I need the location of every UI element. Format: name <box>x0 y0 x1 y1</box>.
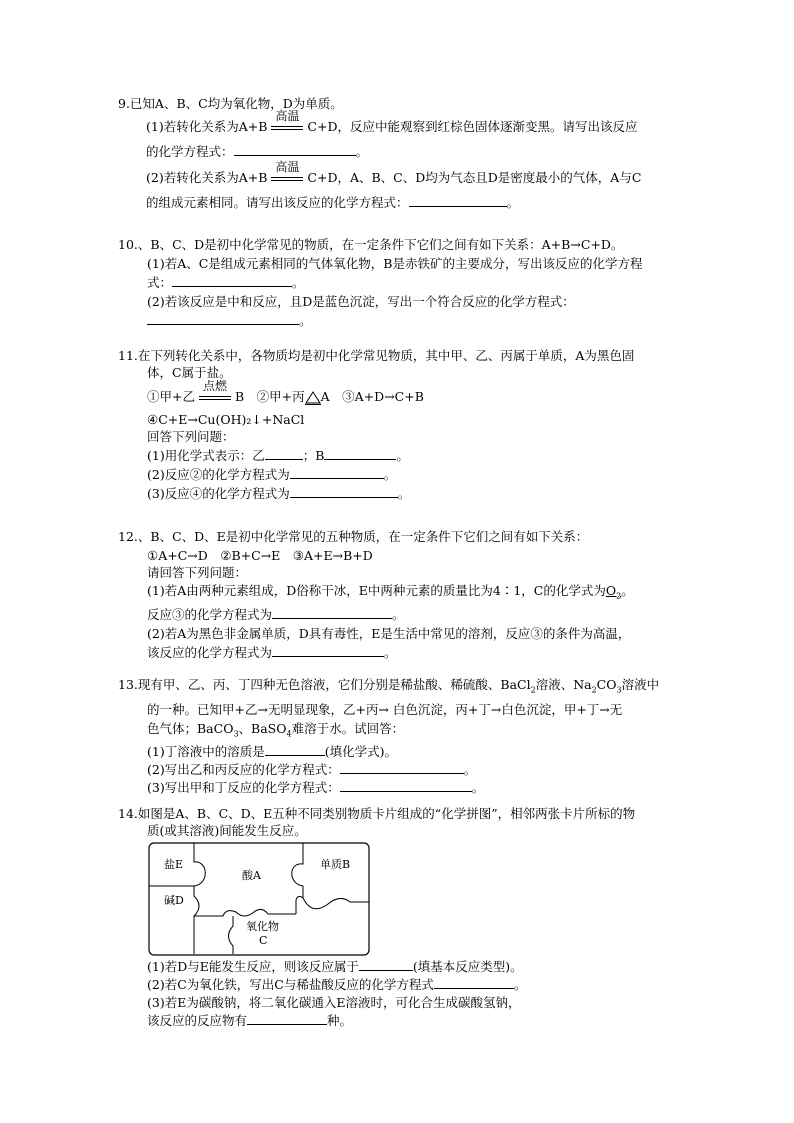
q9-part2-text: (2)若转化关系为A+B <box>146 170 268 185</box>
question-13: 13.现有甲、乙、丙、丁四种无色溶液，它们分别是稀盐酸、稀硫酸、BaCl$_2$溶液、$Na_2CO_3$溶液中 的一种。已知甲+乙→无明显现象，乙+丙→ 白色沉淀，丙+丁→白色沉淀，甲+丁→无 色气体；BaCO$_3$、BaSO$_4$难溶于水。试回答： (1)丁溶液中的溶质是 (填化学式)。 (2)写出乙和丙反应的化学方程式： 。 (3)写出甲和丁反应的化学方程式： 。 <box>118 676 708 796</box>
q9-part1-text2: C+D，反应中能观察到红棕色固体逐渐变黑。请写出该反应 <box>307 119 638 134</box>
answer-blank[interactable] <box>247 1012 327 1025</box>
question-14-parts: (1)若D与E能发生反应，则该反应属于 (填基本反应类型)。 (2)若C为氧化铁，写出C与稀盐酸反应的化学方程式 。 (3)若E为碳酸钠，将二氧化碳通入E溶液时，可化合生成碳酸氢钠， 该反应的反应物有 种。 <box>147 959 527 1028</box>
q12-stem: 12.、B、C、D、E是初中化学常见的五种物质，在一定条件下它们之间有如下关系： <box>118 529 589 544</box>
answer-blank[interactable] <box>290 466 384 479</box>
reaction-arrow-high-temp: 高温 <box>269 117 305 131</box>
card-label-e: 盐E <box>164 858 184 871</box>
question-11: 11.在下列转化关系中，各物质均是初中化学常见物质，其中甲、乙、丙属于单质，A为黑色固 体，C属于盐。 ①甲+乙 点燃 B ②甲+丙 A ③A+D→C+B ④C+E→Cu(OH)₂↓+NaCl 回答下列问题： (1)用化学式表示：乙 ；B 。 (2)反应②的化学方程式为 。 (3)反应④的化学方程式为 。 <box>118 347 708 502</box>
q10-stem: 10.、B、C、D是初中化学常见的物质，在一定条件下它们之间有如下关系：A+B→C+D。 <box>118 237 624 252</box>
question-14: 14.如图是A、B、C、D、E五种不同类别物质卡片组成的“化学拼图”，相邻两张卡片所标的物 质(或其溶液)间能发生反应。 <box>118 805 708 839</box>
q11-stem: 11.在下列转化关系中，各物质均是初中化学常见物质，其中甲、乙、丙属于单质，A为黑色固 <box>118 348 635 363</box>
card-label-a: 酸A <box>242 869 261 882</box>
reaction-arrow-high-temp: 高温 <box>269 168 305 182</box>
card-label-d: 碱D <box>164 894 184 907</box>
q9-part1-text: (1)若转化关系为A+B <box>146 119 268 134</box>
filled-answer: $O_2$ <box>605 583 622 601</box>
answer-blank[interactable] <box>272 644 384 657</box>
card-border-b <box>292 843 369 909</box>
answer-blank[interactable] <box>234 143 356 156</box>
question-12: 12.、B、C、D、E是初中化学常见的五种物质，在一定条件下它们之间有如下关系： ①A+C→D ②B+C→E ③A+E→B+D 请回答下列问题： (1)若A由两种元素组成，D俗称干冰，E中两种元素的质量比为4∶1，C的化学式为$O_2$。 反应③的化学方程式为 。 (2)若A为黑色非金属单质，D具有毒性，E是生活中常见的溶剂，反应③的条件为高温， 该反应的化学方程式为 。 <box>118 528 708 661</box>
card-label-c-line2: C <box>259 934 268 947</box>
q13-stem: 13.现有甲、乙、丙、丁四种无色溶液，它们分别是稀盐酸、稀硫酸、BaCl$_2$溶液、$Na_2CO_3$溶液中 <box>118 677 660 695</box>
question-9: 9.已知A、B、C均为氧化物，D为单质。 (1)若转化关系为A+B 高温 C+D，反应中能观察到红棕色固体逐渐变黑。请写出该反应 的化学方程式： 。 (2)若转化关系为A+B 高温 C+D，A、B、C、D均为气态且D是密度最小的气体，A与C 的组成元素相同。请写出该反应的化学方程式： 。 <box>118 95 708 211</box>
answer-blank[interactable] <box>359 958 413 971</box>
chemistry-puzzle-diagram <box>148 842 370 956</box>
answer-blank[interactable] <box>409 194 507 207</box>
answer-blank[interactable] <box>172 274 292 287</box>
answer-blank[interactable] <box>147 312 299 325</box>
answer-blank[interactable] <box>324 447 396 460</box>
card-label-c-line1: 氧化物 <box>246 920 279 933</box>
heating-triangle-icon <box>305 391 321 405</box>
answer-blank[interactable] <box>340 779 472 792</box>
answer-blank[interactable] <box>265 447 303 460</box>
answer-blank[interactable] <box>290 485 398 498</box>
card-border-a <box>194 886 296 954</box>
q14-stem: 14.如图是A、B、C、D、E五种不同类别物质卡片组成的“化学拼图”，相邻两张卡片所标的物 <box>118 806 636 821</box>
reaction-arrow-ignite: 点燃 <box>197 387 233 401</box>
card-label-b: 单质B <box>320 858 351 871</box>
answer-blank[interactable] <box>265 743 325 756</box>
answer-blank[interactable] <box>434 976 514 989</box>
question-10: 10.、B、C、D是初中化学常见的物质，在一定条件下它们之间有如下关系：A+B→C+D。 (1)若A、C是组成元素相同的气体氧化物，B是赤铁矿的主要成分，写出该反应的化学方程 式： 。 (2)若该反应是中和反应，且D是蓝色沉淀，写出一个符合反应的化学方程式： 。 <box>118 236 708 329</box>
answer-blank[interactable] <box>272 606 392 619</box>
q9-part2-text2: C+D，A、B、C、D均为气态且D是密度最小的气体，A与C <box>307 170 642 185</box>
q9-stem: 9.已知A、B、C均为氧化物，D为单质。 <box>118 96 343 111</box>
answer-blank[interactable] <box>340 761 464 774</box>
